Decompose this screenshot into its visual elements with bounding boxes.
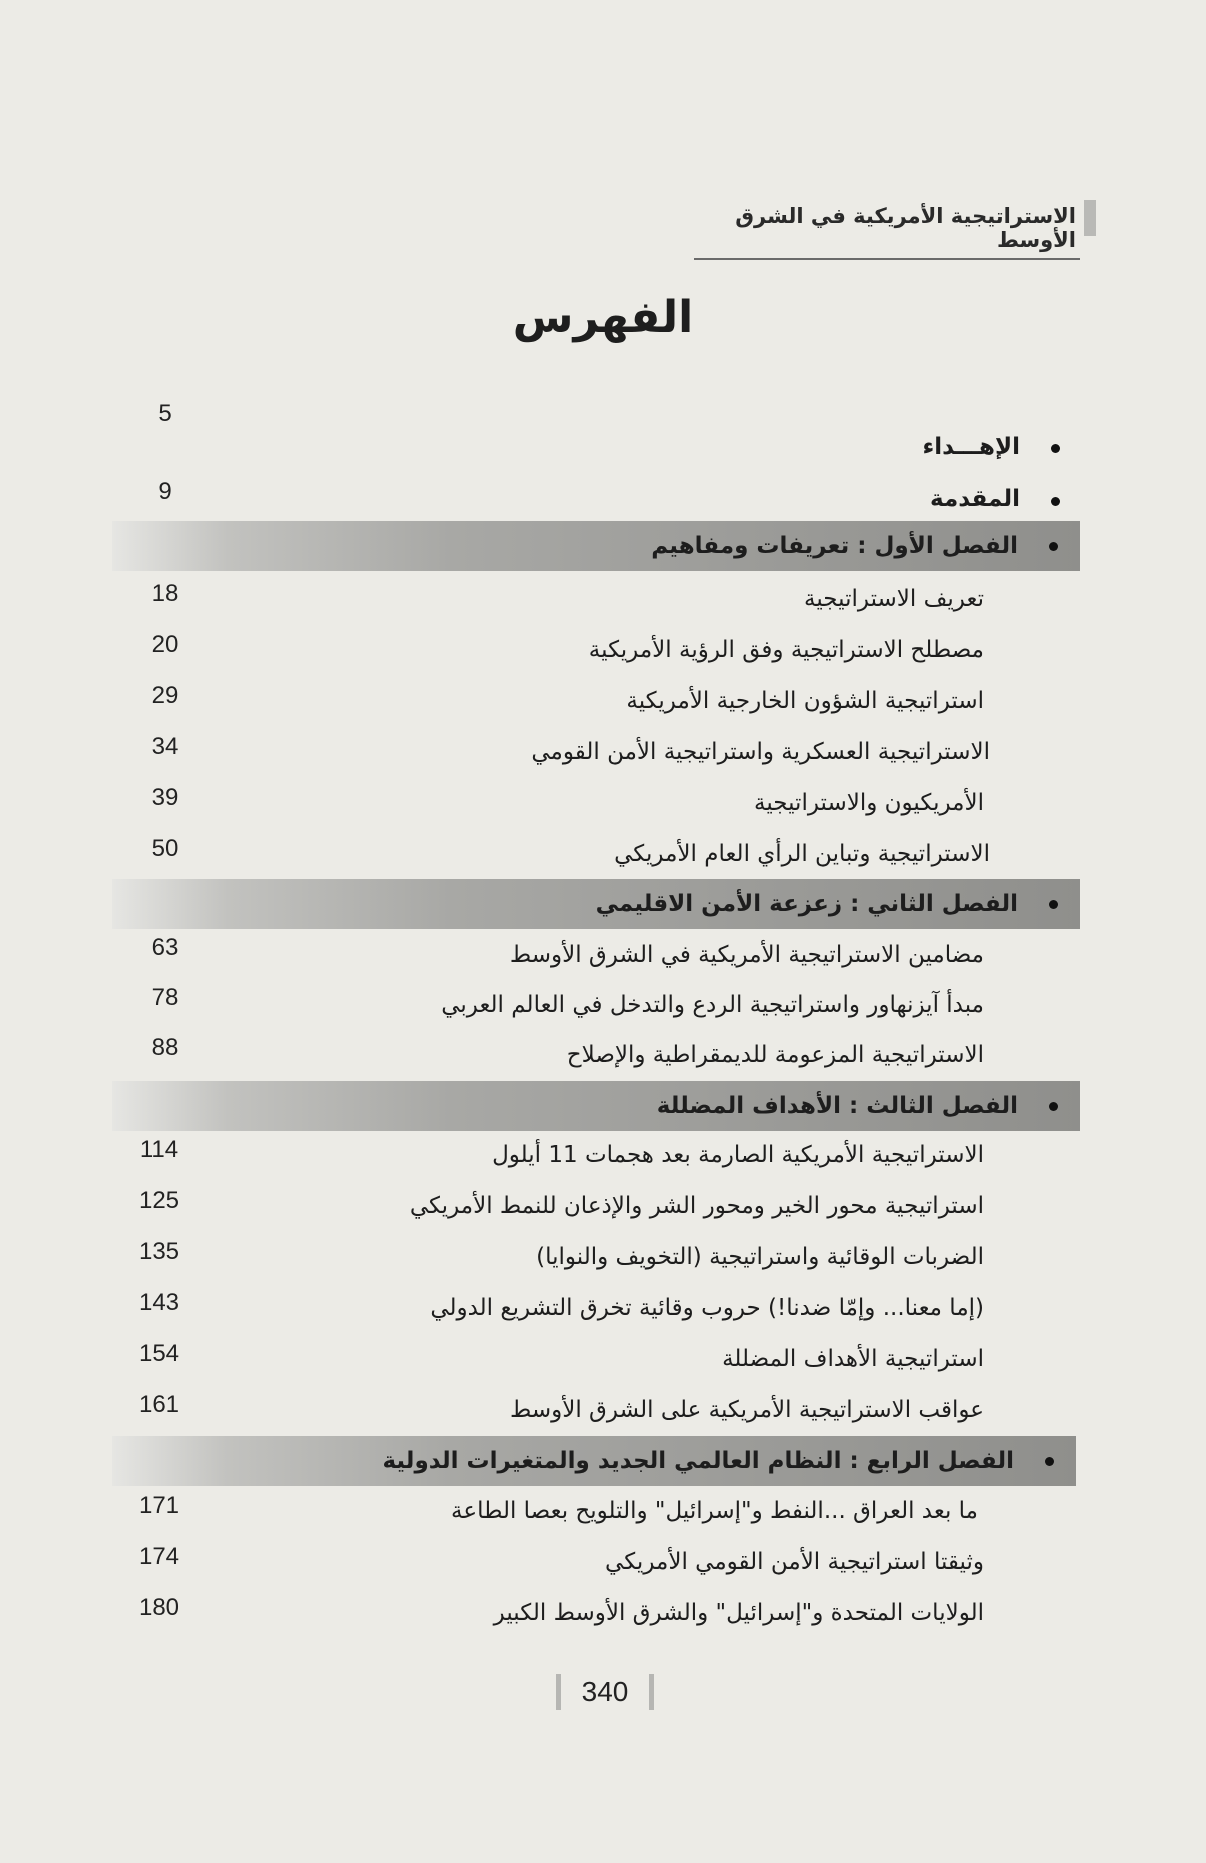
toc-entry[interactable]: [0, 1389, 1206, 1433]
toc-entry[interactable]: [0, 1338, 1206, 1382]
chapter-heading-4[interactable]: [112, 1436, 1076, 1486]
chapter-heading-2[interactable]: [112, 879, 1080, 929]
entry-label: الاستراتيجية المزعومة للديمقراطية والإصلاح: [566, 1042, 984, 1068]
entry-label: ما بعد العراق ...النفط و"إسرائيل" والتلويح بعصا الطاعة: [451, 1498, 978, 1524]
entry-label: استراتيجية محور الخير ومحور الشر والإذعان للنمط الأمريكي: [409, 1193, 984, 1219]
page-ref: 78: [151, 984, 179, 1011]
entry-label: (إما معنا... وإمّا ضدنا!) حروب وقائية تخرق التشريع الدولي: [430, 1295, 984, 1321]
bullet-icon: [1049, 542, 1058, 551]
bullet-icon: [1049, 1102, 1058, 1111]
bullet-icon: [1051, 444, 1060, 453]
entry-label: عواقب الاستراتيجية الأمريكية على الشرق الأوسط: [510, 1397, 984, 1423]
toc-entry[interactable]: [0, 1490, 1206, 1534]
entry-label: الاستراتيجية الأمريكية الصارمة بعد هجمات 11 أيلول: [492, 1142, 984, 1168]
entry-label: الولايات المتحدة و"إسرائيل" والشرق الأوسط الكبير: [493, 1600, 984, 1626]
page-ref: 125: [138, 1187, 180, 1214]
chapter-heading-1[interactable]: [112, 521, 1080, 571]
chapter-heading-3[interactable]: [112, 1081, 1080, 1131]
toc-entry[interactable]: [0, 1541, 1206, 1585]
toc-entry[interactable]: [0, 578, 1206, 622]
entry-label: استراتيجية الأهداف المضللة: [722, 1346, 984, 1372]
page-ref: 143: [138, 1289, 180, 1316]
page-ref: 5: [158, 400, 172, 427]
page-ref: 135: [138, 1238, 180, 1265]
chapter-title: الفصل الثالث : الأهداف المضللة: [656, 1093, 1018, 1119]
bullet-icon: [1045, 1457, 1054, 1466]
toc-entry[interactable]: [0, 629, 1206, 673]
page-ref: 9: [158, 478, 172, 505]
page-ref: 20: [151, 631, 179, 658]
toc-entry[interactable]: [0, 934, 1206, 978]
toc-entry[interactable]: [0, 833, 1206, 877]
page-title: الفهرس: [512, 292, 694, 343]
toc-entry[interactable]: [0, 1236, 1206, 1280]
toc-entry[interactable]: [0, 731, 1206, 775]
page-ref: 161: [138, 1391, 180, 1418]
toc-entry[interactable]: [0, 782, 1206, 826]
page-ref: 114: [139, 1136, 179, 1163]
running-title: الاستراتيجية الأمريكية في الشرق الأوسط: [735, 204, 1076, 252]
entry-label: مبدأ آيزنهاور واستراتيجية الردع والتدخل في العالم العربي: [441, 992, 984, 1018]
page-ref: 171: [138, 1492, 180, 1519]
entry-label: الضربات الوقائية واستراتيجية (التخويف والنوايا): [536, 1244, 984, 1270]
entry-label: الاستراتيجية العسكرية واستراتيجية الأمن القومي: [531, 739, 990, 765]
page-ref: 18: [151, 580, 179, 607]
entry-label: الاستراتيجية وتباين الرأي العام الأمريكي: [614, 841, 990, 867]
toc-entry[interactable]: [0, 984, 1206, 1028]
toc-entry-introduction[interactable]: [0, 476, 1206, 520]
page-ref: 50: [151, 835, 179, 862]
toc-entry-dedication[interactable]: [0, 400, 1206, 460]
entry-label: الأمريكيون والاستراتيجية: [753, 790, 984, 816]
entry-label: مضامين الاستراتيجية الأمريكية في الشرق الأوسط: [509, 942, 984, 968]
bullet-icon: [1051, 497, 1060, 506]
bullet-icon: [1049, 900, 1058, 909]
entry-label: وثيقتا استراتيجية الأمن القومي الأمريكي: [605, 1549, 984, 1575]
toc-entry[interactable]: [0, 1134, 1206, 1178]
toc-entry[interactable]: [0, 1592, 1206, 1636]
chapter-title: الفصل الأول : تعريفات ومفاهيم: [651, 533, 1018, 559]
entry-label: تعريف الاستراتيجية: [804, 586, 984, 612]
page-ref: 39: [151, 784, 179, 811]
page-ref: 88: [151, 1034, 179, 1061]
page-ref: 180: [138, 1594, 180, 1621]
running-header: [694, 204, 1080, 260]
toc-entry[interactable]: [0, 680, 1206, 724]
page-number: 340: [556, 1672, 654, 1712]
entry-label: استراتيجية الشؤون الخارجية الأمريكية: [626, 688, 984, 714]
toc-entry[interactable]: [0, 1034, 1206, 1078]
chapter-title: الفصل الثاني : زعزعة الأمن الاقليمي: [595, 891, 1018, 917]
header-marker: [1084, 200, 1096, 236]
entry-label: المقدمة: [930, 486, 1020, 512]
toc-entry[interactable]: [0, 1185, 1206, 1229]
page-ref: 154: [138, 1340, 180, 1367]
chapter-title: الفصل الرابع : النظام العالمي الجديد والمتغيرات الدولية: [382, 1448, 1014, 1474]
page-ref: 63: [151, 934, 179, 961]
toc-entry[interactable]: [0, 1287, 1206, 1331]
page-ref: 174: [138, 1543, 180, 1570]
page-ref: 29: [151, 682, 179, 709]
entry-label: مصطلح الاستراتيجية وفق الرؤية الأمريكية: [588, 637, 984, 663]
entry-label: الإهـــداء: [922, 434, 1020, 460]
page-ref: 34: [151, 733, 179, 760]
